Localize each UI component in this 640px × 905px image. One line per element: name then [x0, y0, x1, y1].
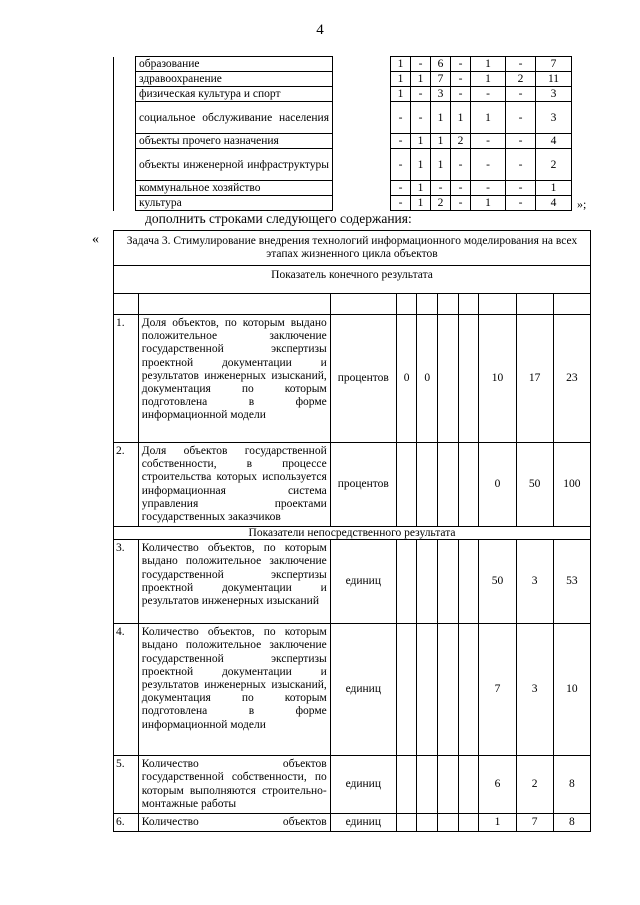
indicator-value: 50 [516, 443, 553, 527]
section-direct-heading: Показатели непосредственного результата [114, 527, 591, 540]
closing-mark: »; [577, 197, 587, 211]
indicator-number: 2. [114, 443, 139, 527]
row-value: 2 [536, 149, 572, 181]
indicator-number: 5. [114, 756, 139, 814]
row-value: 1 [471, 196, 506, 211]
top-table-row [114, 57, 572, 72]
indicator-value: 10 [553, 624, 590, 756]
row-value: 7 [536, 57, 572, 72]
indicator-value [396, 624, 417, 756]
indicator-description: Доля объектов государственной собственности, в процессе строительства которых используется информационная система управления проектами государственных заказчиков [138, 443, 330, 527]
row-value: - [506, 102, 536, 134]
row-label: коммунальное хозяйство [136, 181, 333, 196]
row-value: - [451, 181, 471, 196]
row-value: - [411, 57, 431, 72]
indicator-value: 2 [516, 756, 553, 814]
indicator-value: 3 [516, 540, 553, 624]
row-value: 2 [451, 134, 471, 149]
indicator-row [114, 756, 591, 814]
row-value: - [391, 181, 411, 196]
top-table [113, 56, 572, 211]
indicator-value [438, 814, 459, 832]
indicator-description: Количество объектов государственной собственности, по которым выполняются строительно-монтажные работы [138, 756, 330, 814]
indicator-value [417, 443, 438, 527]
row-value: - [451, 149, 471, 181]
row-value: - [451, 87, 471, 102]
row-label: объекты прочего назначения [136, 134, 333, 149]
indicator-description: Количество объектов [138, 814, 330, 832]
indicator-unit: единиц [330, 756, 396, 814]
row-value: 2 [431, 196, 451, 211]
indicator-value [438, 315, 459, 443]
indicator-value [396, 540, 417, 624]
row-value: - [506, 196, 536, 211]
row-value: - [391, 149, 411, 181]
row-value: - [471, 149, 506, 181]
task-title: Задача 3. Стимулирование внедрения технологий информационного моделирования на всех этапах жизненного цикла объектов [114, 231, 591, 266]
top-table-row [114, 72, 572, 87]
row-value: 1 [411, 149, 431, 181]
indicator-value [438, 443, 459, 527]
row-value: 1 [391, 57, 411, 72]
row-value: 1 [431, 134, 451, 149]
indicator-unit: единиц [330, 624, 396, 756]
row-value: 1 [391, 72, 411, 87]
indicator-row [114, 624, 591, 756]
indicator-value: 0 [396, 315, 417, 443]
row-value: - [471, 134, 506, 149]
task-title-row [114, 231, 591, 266]
indicator-number: 3. [114, 540, 139, 624]
section-final-heading: Показатель конечного результата [114, 266, 591, 294]
indicator-value: 3 [516, 624, 553, 756]
opening-quote: « [92, 232, 99, 247]
section-final-row [114, 266, 591, 294]
row-label: здравоохранение [136, 72, 333, 87]
row-value: - [451, 72, 471, 87]
row-label: образование [136, 57, 333, 72]
indicator-value: 17 [516, 315, 553, 443]
indicator-description: Количество объектов, по которым выдано положительное заключение государственной экспертизы проектной документации и результатов инженерных изысканий, документация по которым подготовлена в форме информационной модели [138, 624, 330, 756]
row-value: 3 [431, 87, 451, 102]
indicator-value [438, 540, 459, 624]
row-value: - [411, 87, 431, 102]
indicator-value: 53 [553, 540, 590, 624]
indicator-value [458, 814, 479, 832]
indicator-value [417, 814, 438, 832]
row-value: 11 [536, 72, 572, 87]
row-value: - [451, 196, 471, 211]
row-value: 1 [411, 181, 431, 196]
indicator-row [114, 540, 591, 624]
indicator-value: 7 [516, 814, 553, 832]
indicator-unit: процентов [330, 443, 396, 527]
indicator-value: 50 [479, 540, 516, 624]
indicator-value: 7 [479, 624, 516, 756]
row-label: культура [136, 196, 333, 211]
row-label: физическая культура и спорт [136, 87, 333, 102]
top-table-row [114, 102, 572, 134]
intro-text: дополнить строками следующего содержания: [145, 211, 412, 226]
indicator-number: 1. [114, 315, 139, 443]
indicator-value: 1 [479, 814, 516, 832]
indicator-value [438, 756, 459, 814]
row-value: - [506, 57, 536, 72]
indicator-unit: процентов [330, 315, 396, 443]
indicator-value [458, 756, 479, 814]
row-value: 1 [536, 181, 572, 196]
indicator-value: 100 [553, 443, 590, 527]
indicator-value [458, 443, 479, 527]
row-value: - [506, 134, 536, 149]
row-value: 1 [431, 102, 451, 134]
row-value: 3 [536, 102, 572, 134]
indicator-unit: единиц [330, 814, 396, 832]
indicator-value: 23 [553, 315, 590, 443]
spacer-row [114, 294, 591, 315]
row-value: - [471, 181, 506, 196]
indicator-value [438, 624, 459, 756]
row-value: 1 [391, 87, 411, 102]
top-table-row [114, 149, 572, 181]
row-value: - [506, 149, 536, 181]
indicator-value [396, 814, 417, 832]
indicator-value [396, 756, 417, 814]
row-value: 6 [431, 57, 451, 72]
indicator-row [114, 443, 591, 527]
indicator-value [458, 540, 479, 624]
row-value: - [471, 87, 506, 102]
indicator-row [114, 315, 591, 443]
top-table-row [114, 181, 572, 196]
row-value: 1 [431, 149, 451, 181]
row-value: 7 [431, 72, 451, 87]
row-value: 1 [471, 57, 506, 72]
row-value: - [431, 181, 451, 196]
row-value: - [506, 181, 536, 196]
indicator-value [417, 624, 438, 756]
indicator-value: 10 [479, 315, 516, 443]
indicator-value [417, 540, 438, 624]
page-number: 4 [316, 22, 324, 38]
row-value: - [391, 196, 411, 211]
indicator-value: 0 [417, 315, 438, 443]
indicators-table [113, 230, 591, 832]
row-value: 2 [506, 72, 536, 87]
section-direct-row [114, 527, 591, 540]
indicator-value: 0 [479, 443, 516, 527]
indicator-row [114, 814, 591, 832]
row-value: 1 [411, 72, 431, 87]
indicator-value [417, 756, 438, 814]
indicator-value [458, 315, 479, 443]
row-value: 1 [471, 72, 506, 87]
indicator-value: 6 [479, 756, 516, 814]
row-label: социальное обслуживание населения [136, 102, 333, 134]
indicator-value: 8 [553, 756, 590, 814]
row-value: 3 [536, 87, 572, 102]
row-value: - [506, 87, 536, 102]
row-label: объекты инженерной инфраструктуры [136, 149, 333, 181]
indicator-description: Доля объектов, по которым выдано положительное заключение государственной экспертизы проектной документации и результатов инженерных изысканий, документация по которым подготовлена в форме информационной модели [138, 315, 330, 443]
indicator-number: 4. [114, 624, 139, 756]
row-value: 4 [536, 196, 572, 211]
row-value: 4 [536, 134, 572, 149]
row-value: 1 [451, 102, 471, 134]
indicator-value: 8 [553, 814, 590, 832]
top-table-row [114, 196, 572, 211]
indicator-unit: единиц [330, 540, 396, 624]
row-value: - [391, 102, 411, 134]
indicator-value [458, 624, 479, 756]
row-value: - [451, 57, 471, 72]
indicator-number: 6. [114, 814, 139, 832]
row-value: 1 [411, 134, 431, 149]
row-value: - [391, 134, 411, 149]
top-table-row [114, 87, 572, 102]
row-value: - [411, 102, 431, 134]
indicator-description: Количество объектов, по которым выдано положительное заключение государственной экспертизы проектной документации и результатов инженерных изысканий [138, 540, 330, 624]
top-table-row [114, 134, 572, 149]
row-value: 1 [471, 102, 506, 134]
row-value: 1 [411, 196, 431, 211]
indicator-value [396, 443, 417, 527]
